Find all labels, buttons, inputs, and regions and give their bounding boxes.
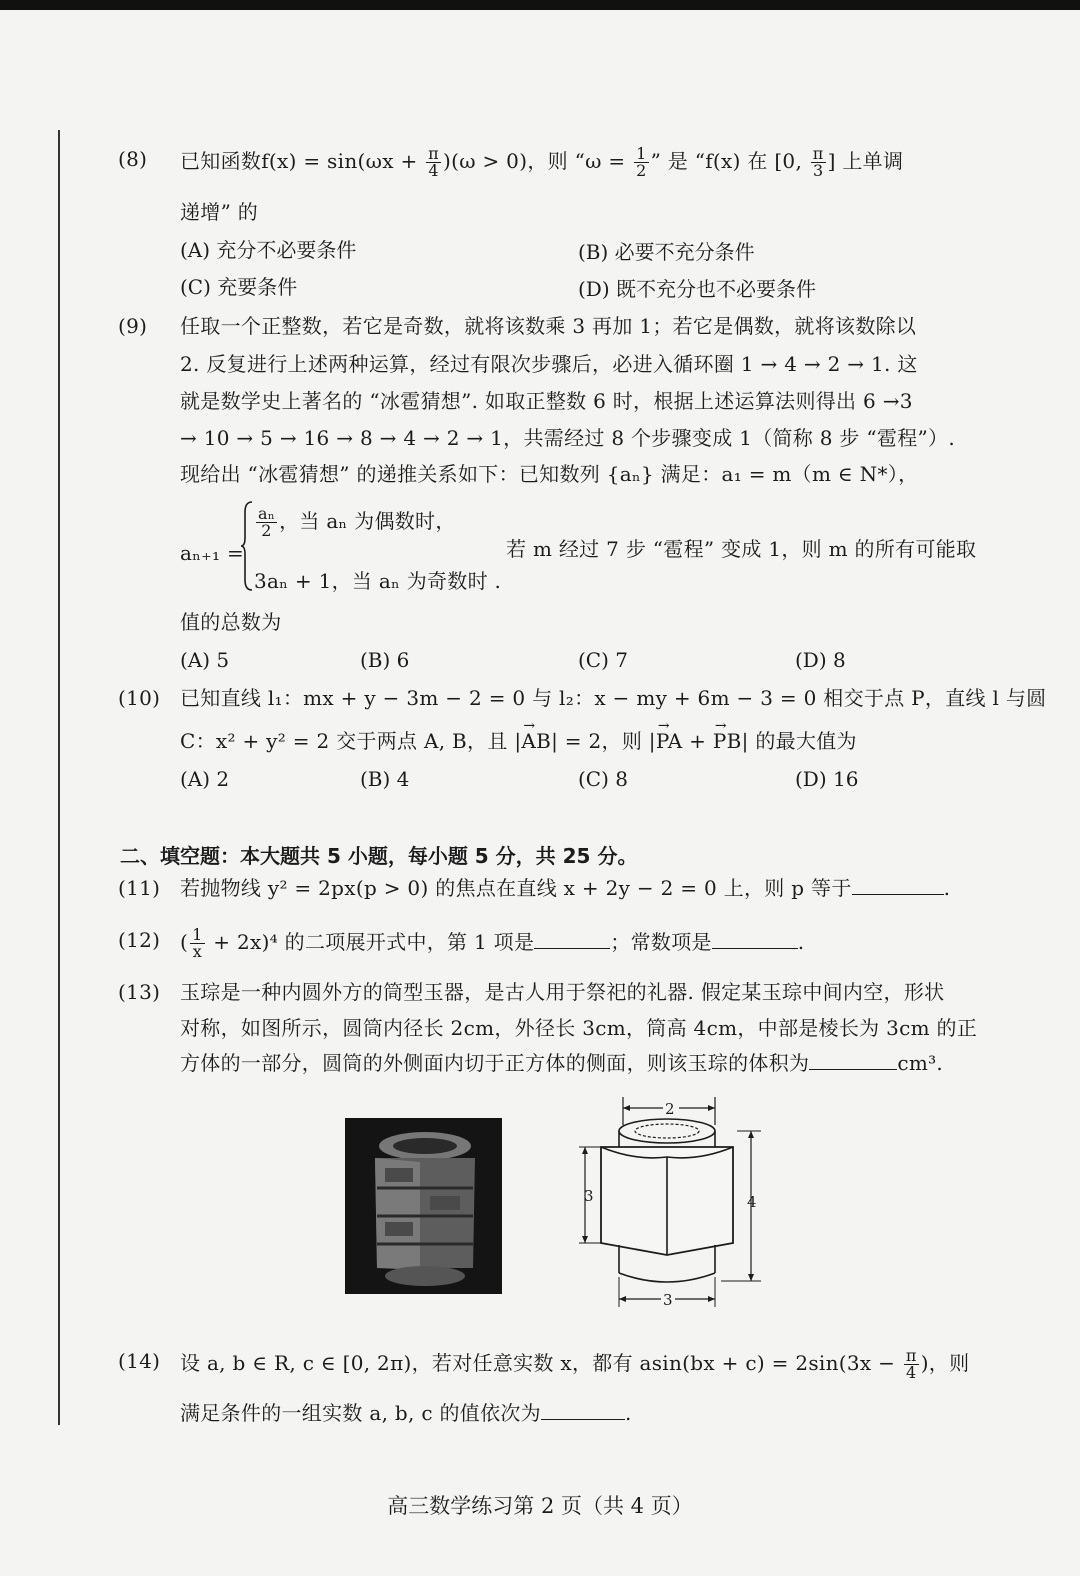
q9-tail: 若 m 经过 7 步 “雹程” 变成 1，则 m 的所有可能取	[506, 537, 977, 561]
q9-line1: 任取一个正整数，若它是奇数，就将该数乘 3 再加 1；若它是偶数，就将该数除以	[180, 314, 917, 338]
q11-number: (11)	[118, 876, 161, 900]
q8-option-a: (A) 充分不必要条件	[180, 238, 357, 262]
q13-line1: 玉琮是一种内圆外方的筒型玉器，是古人用于祭祀的礼器. 假定某玉琮中间内空，形状	[180, 980, 945, 1004]
vector-pa: → PA	[656, 728, 683, 754]
q8-option-c: (C) 充要条件	[180, 275, 298, 299]
figure-label-outer-diameter: 3	[663, 1291, 673, 1309]
q14-number: (14)	[118, 1349, 161, 1373]
q13-line2: 对称，如图所示，圆筒内径长 2cm，外径长 3cm，筒高 4cm，中部是棱长为 3cm 的正	[180, 1016, 978, 1040]
q9-line2: 2. 反复进行上述两种运算，经过有限次步骤后，必进入循环圈 1 → 4 → 2 → 1. 这	[180, 352, 918, 376]
q10-option-b: (B) 4	[360, 767, 410, 791]
q12-number: (12)	[118, 928, 161, 952]
q8-one-half: $\frac{1}{2}$	[636, 144, 647, 180]
q10-number: (10)	[118, 686, 161, 710]
q14-pi-over-4: $\frac{\pi}{4}$	[905, 1346, 917, 1382]
q9-option-c: (C) 7	[578, 648, 628, 672]
vector-pb: → PB	[713, 728, 742, 754]
q13-answer-blank	[809, 1051, 897, 1070]
q10-line1: 已知直线 l₁：mx + y − 3m − 2 = 0 与 l₂：x − my + 6m − 3 = 0 相交于点 P，直线 l 与圆	[180, 686, 1047, 710]
jade-cong-photo	[345, 1118, 502, 1294]
q10-option-c: (C) 8	[578, 767, 628, 791]
cong-geometry-figure	[575, 1095, 770, 1310]
q11-answer-blank	[852, 876, 944, 895]
section-fill-in-heading: 二、填空题：本大题共 5 小题，每小题 5 分，共 25 分。	[120, 844, 638, 868]
q8-pi-over-3: $\frac{\pi}{3}$	[812, 144, 824, 180]
q10-option-d: (D) 16	[795, 767, 859, 791]
q10-option-a: (A) 2	[180, 767, 230, 791]
q9-option-d: (D) 8	[795, 648, 846, 672]
page-footer: 高三数学练习第 2 页（共 4 页）	[387, 1494, 693, 1518]
q9-case2: 3aₙ + 1，当 aₙ 为奇数时 .	[254, 569, 502, 593]
q8-line1: 已知函数f(x) = sin(ωx + $\frac{\pi}{4}$ )(ω > 0)，则 “ω = $\frac{1}{2}$ ” 是 “f(x) 在 [0, $\frac{\pi}{3}$ ] 上单调	[180, 144, 904, 180]
q9-last-line: 值的总数为	[180, 610, 282, 634]
q9-number: (9)	[118, 314, 148, 338]
figure-label-total-height: 4	[747, 1193, 757, 1211]
figure-label-inner-diameter: 2	[665, 1100, 675, 1118]
binding-margin-line	[58, 130, 60, 1425]
q10-line2: C：x² + y² = 2 交于两点 A, B，且 |→ AB| = 2，则 |→ PA + → PB| 的最大值为	[180, 728, 857, 754]
q13-line3: 方体的一部分，圆筒的外侧面内切于正方体的侧面，则该玉琮的体积为 cm³.	[180, 1051, 944, 1075]
q8-option-d: (D) 既不充分也不必要条件	[578, 277, 816, 301]
q9-recurrence-lhs: aₙ₊₁ =	[180, 541, 245, 565]
vector-ab: → AB	[521, 728, 551, 754]
q14-answer-blank	[541, 1401, 625, 1420]
q8-pi-over-4: $\frac{\pi}{4}$	[428, 144, 439, 180]
q9-an-over-2: $\frac{\text{aₙ}}{2}$	[258, 504, 276, 540]
q9-case1: $\frac{\text{aₙ}}{2}$ ，当 aₙ 为偶数时，	[258, 504, 456, 540]
q12-constant-term-blank	[712, 930, 798, 949]
q12-first-term-blank	[534, 930, 610, 949]
q9-option-a: (A) 5	[180, 648, 230, 672]
q9-line3: 就是数学史上著名的 “冰雹猜想”. 如取正整数 6 时，根据上述运算法则得出 6 →3	[180, 389, 913, 413]
top-edge-bar	[0, 0, 1080, 10]
q9-left-brace	[240, 500, 254, 592]
q8-line2: 递增” 的	[180, 200, 259, 224]
q9-line5: 现给出 “冰雹猜想” 的递推关系如下：已知数列 {aₙ} 满足：a₁ = m（m ∈ N*），	[180, 462, 919, 486]
q9-line4: → 10 → 5 → 16 → 8 → 4 → 2 → 1，共需经过 8 个步骤变成 1（简称 8 步 “雹程”）.	[180, 426, 955, 450]
q13-number: (13)	[118, 980, 161, 1004]
q9-option-b: (B) 6	[360, 648, 410, 672]
q14-line2: 满足条件的一组实数 a, b, c 的值依次为 .	[180, 1401, 632, 1425]
figure-label-cube-height: 3	[584, 1187, 594, 1205]
q12-text: ( $\frac{1}{x}$ + 2x)⁴ 的二项展开式中，第 1 项是 ；常数项是 .	[180, 925, 805, 961]
q11-text: 若抛物线 y² = 2px(p > 0) 的焦点在直线 x + 2y − 2 = 0 上，则 p 等于 .	[180, 876, 951, 900]
q8-option-b: (B) 必要不充分条件	[578, 240, 755, 264]
q14-line1: 设 a, b ∈ R, c ∈ [0, 2π)，若对任意实数 x，都有 asin(bx + c) = 2sin(3x − $\frac{\pi}{4}$ )，则	[180, 1346, 970, 1382]
q8-number: (8)	[118, 147, 148, 171]
q12-one-over-x: $\frac{1}{x}$	[192, 925, 203, 961]
